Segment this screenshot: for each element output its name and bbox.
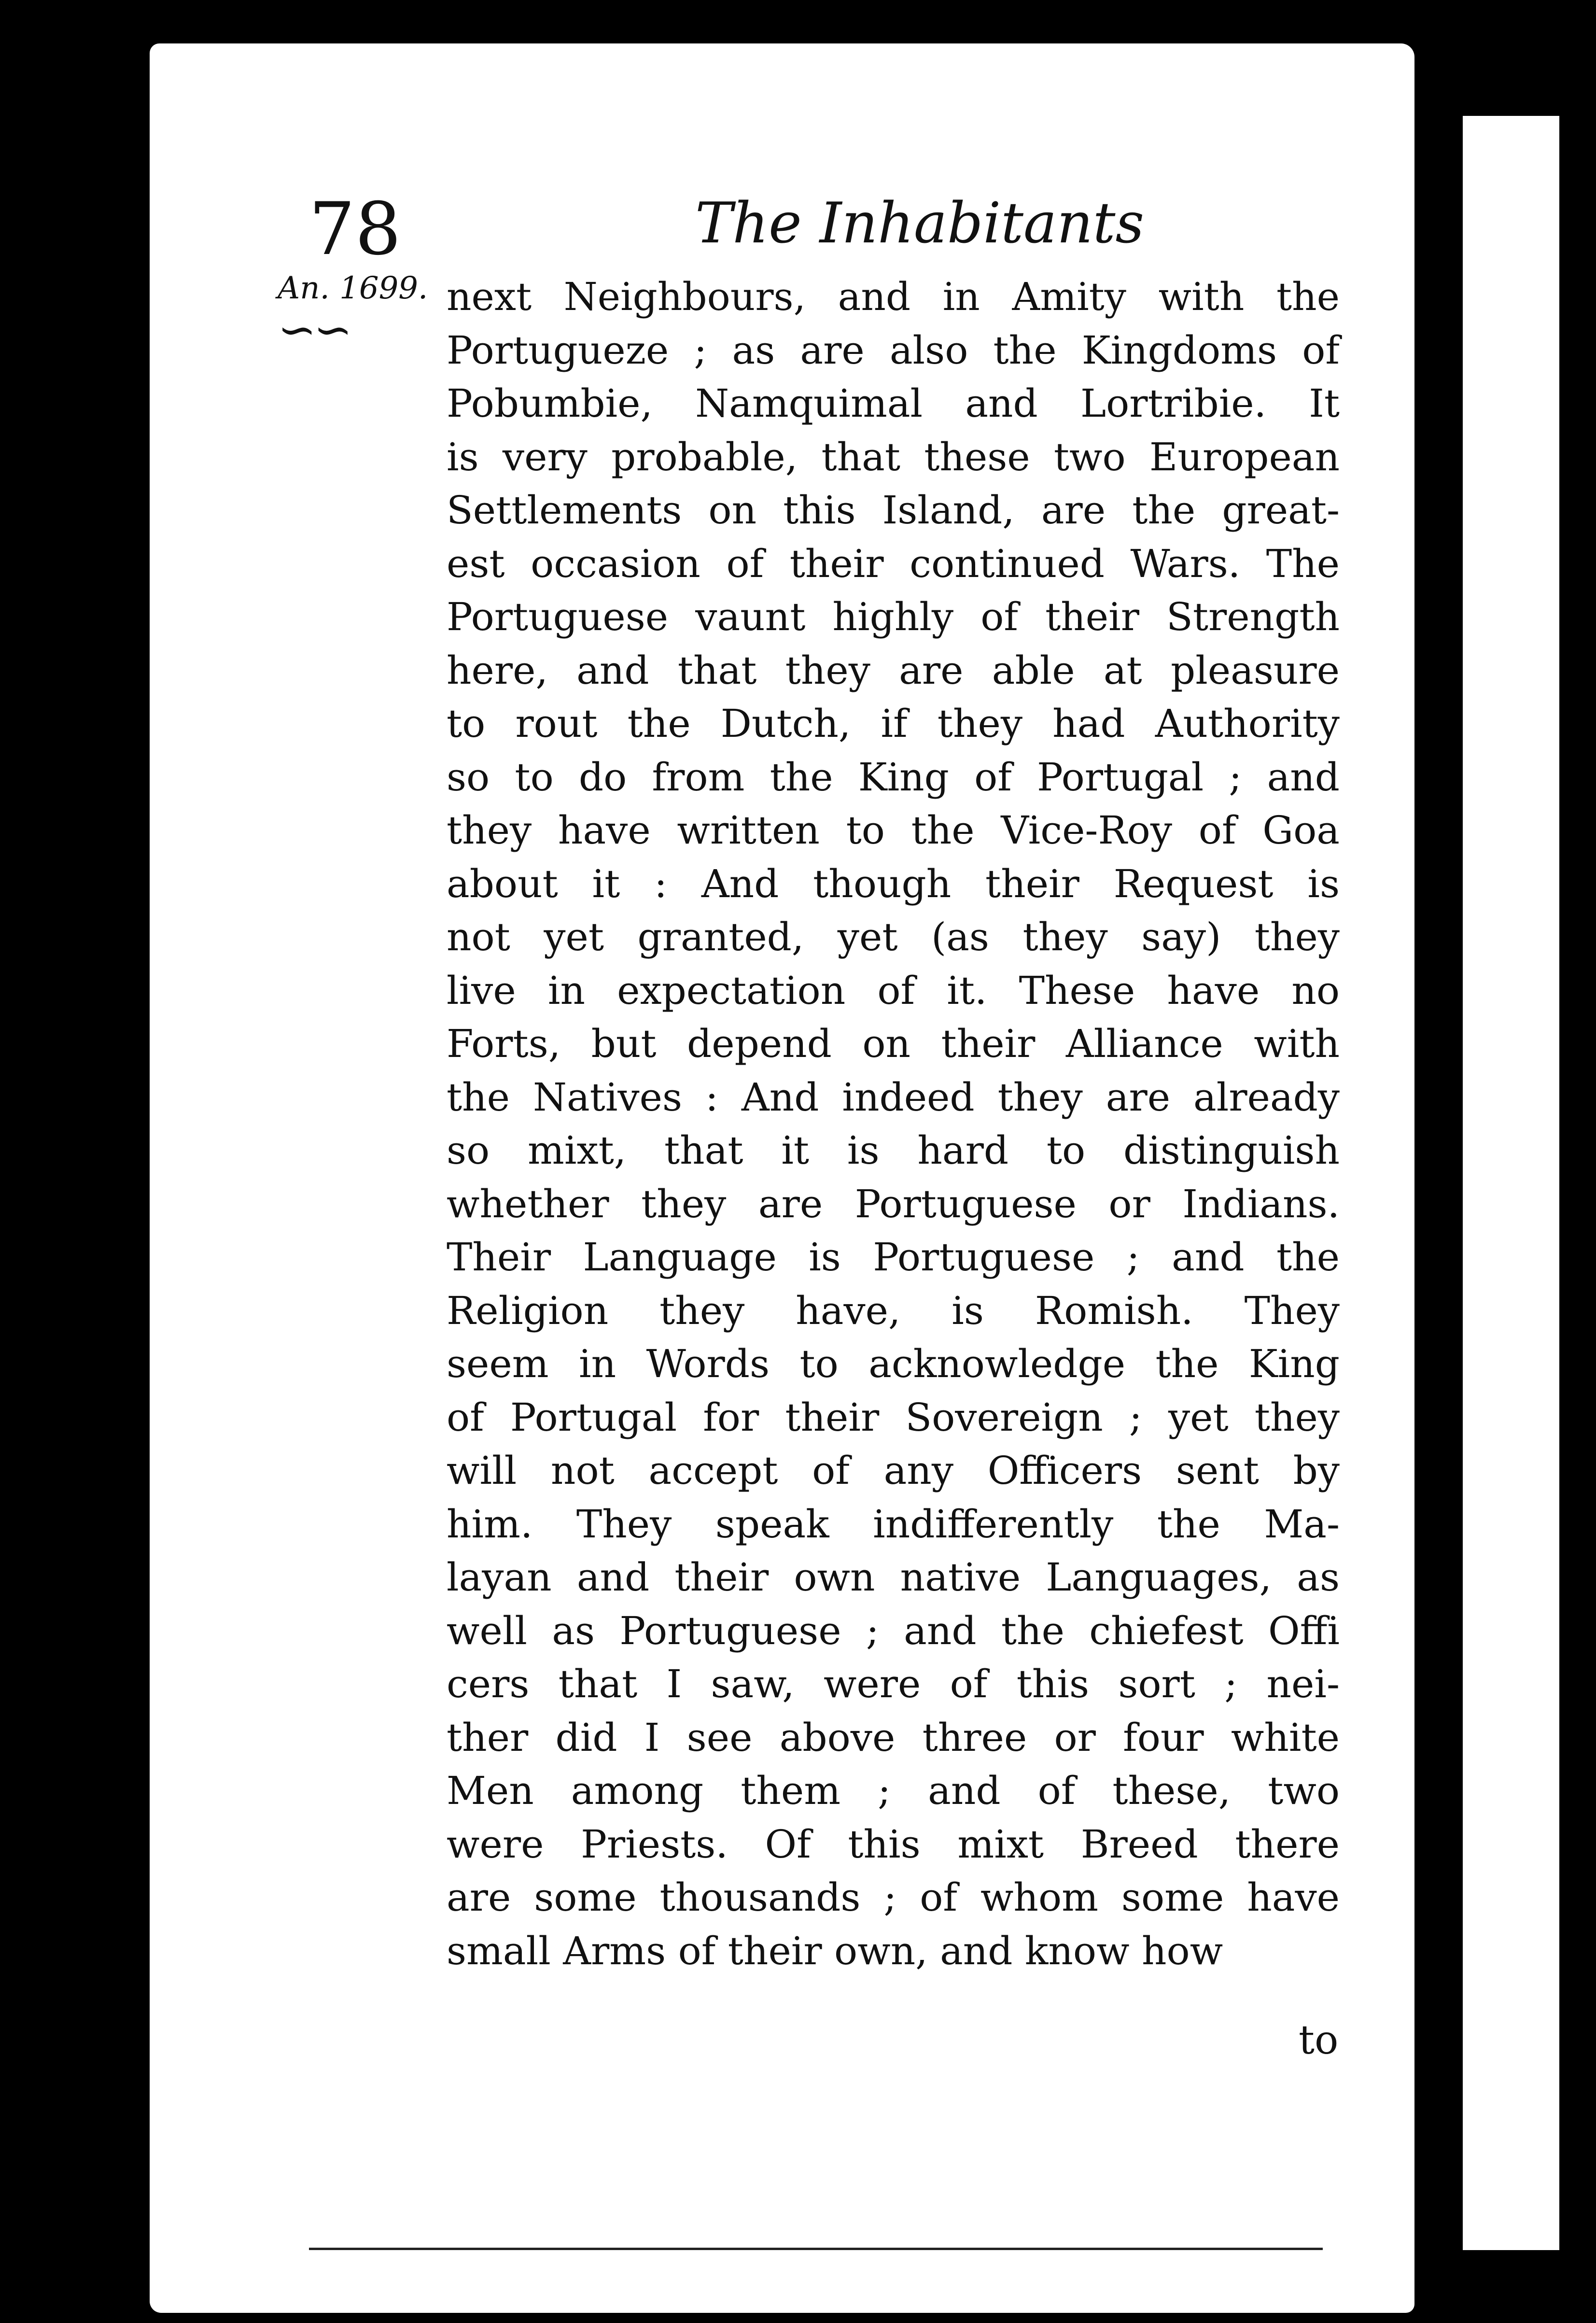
margin-flourish: ∽∽ xyxy=(278,303,350,357)
text-line: so to do from the King of Portugal ; and xyxy=(447,754,1340,800)
text-line: whether they are Portuguese or Indians. xyxy=(447,1181,1340,1226)
text-line: est occasion of their continued Wars. The xyxy=(447,541,1340,586)
text-line: were Priests. Of this mixt Breed there xyxy=(447,1821,1340,1867)
text-line: Religion they have, is Romish. They xyxy=(447,1288,1340,1333)
text-line: him. They speak indifferently the Ma- xyxy=(447,1501,1340,1547)
text-line: Forts, but depend on their Alliance with xyxy=(447,1021,1340,1066)
running-head: The Inhabitants xyxy=(695,191,1144,256)
bottom-rule xyxy=(309,2248,1323,2250)
catchword: to xyxy=(1299,2017,1339,2063)
text-line: live in expectation of it. These have no xyxy=(447,968,1340,1013)
text-line: Pobumbie, Namquimal and Lortribie. It xyxy=(447,381,1340,426)
text-line: ther did I see above three or four white xyxy=(447,1715,1340,1760)
text-line: cers that I saw, were of this sort ; nei- xyxy=(447,1661,1340,1706)
text-line: seem in Words to acknowledge the King xyxy=(447,1341,1340,1386)
text-line: they have written to the Vice-Roy of Goa xyxy=(447,808,1340,853)
adjacent-page-edge xyxy=(1463,116,1559,2250)
text-line: small Arms of their own, and know how xyxy=(447,1928,1223,1973)
text-line: about it : And though their Request is xyxy=(447,861,1340,906)
text-line: not yet granted, yet (as they say) they xyxy=(447,915,1340,959)
text-line: of Portugal for their Sovereign ; yet they xyxy=(447,1394,1340,1440)
margin-note-year: An. 1699. xyxy=(278,270,428,306)
text-line: Their Language is Portuguese ; and the xyxy=(447,1235,1340,1280)
text-line: is very probable, that these two European xyxy=(447,434,1340,479)
text-line: next Neighbours, and in Amity with the xyxy=(447,274,1340,319)
text-line: here, and that they are able at pleasure xyxy=(447,648,1340,693)
text-line: Portuguese vaunt highly of their Strength xyxy=(447,594,1340,639)
text-line: to rout the Dutch, if they had Authority xyxy=(447,701,1340,746)
text-line: will not accept of any Officers sent by xyxy=(447,1448,1340,1493)
text-line: Men among them ; and of these, two xyxy=(447,1768,1340,1813)
text-line: the Natives : And indeed they are already xyxy=(447,1074,1340,1120)
body-text xyxy=(447,270,1340,1978)
text-line: well as Portuguese ; and the chiefest Offi xyxy=(447,1608,1340,1653)
text-line: Portugueze ; as are also the Kingdoms of xyxy=(447,327,1340,373)
page-number: 78 xyxy=(309,187,401,271)
text-line: Settlements on this Island, are the great- xyxy=(447,488,1340,533)
text-line: layan and their own native Languages, as xyxy=(447,1555,1340,1600)
text-line: are some thousands ; of whom some have xyxy=(447,1875,1340,1920)
text-line: so mixt, that it is hard to distinguish xyxy=(447,1128,1340,1173)
